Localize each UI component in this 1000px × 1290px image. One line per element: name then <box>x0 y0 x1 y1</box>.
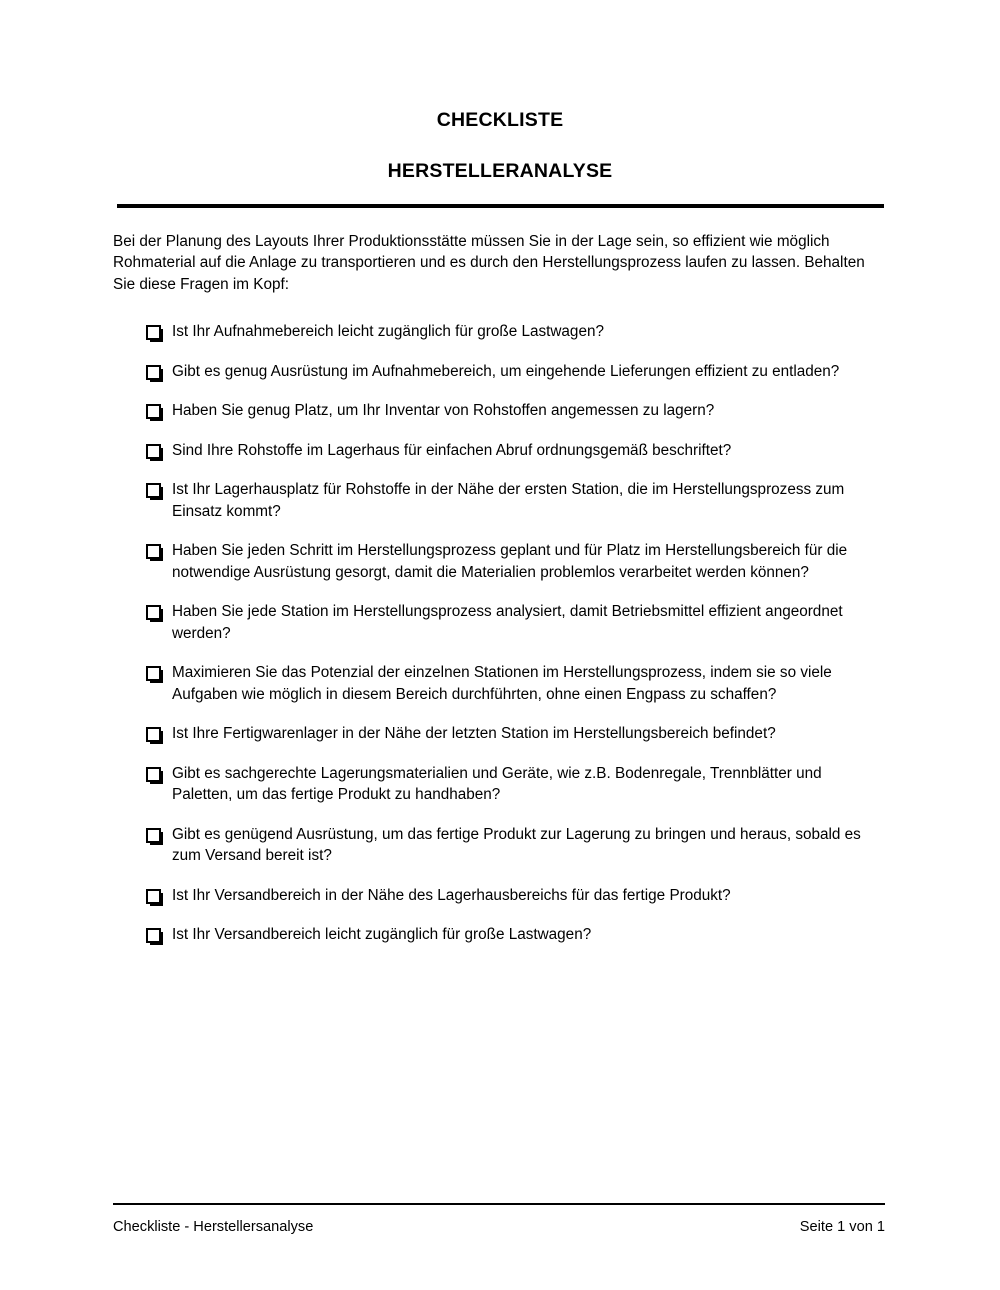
checkbox-box <box>146 727 161 742</box>
checkbox-box <box>146 666 161 681</box>
checkbox-box <box>146 767 161 782</box>
footer-row <box>113 1218 885 1237</box>
checkbox-box <box>146 828 161 843</box>
checklist-item[interactable] <box>146 763 864 824</box>
document-footer <box>113 1203 885 1237</box>
checkbox-icon[interactable] <box>146 365 161 380</box>
checkbox-box <box>146 325 161 340</box>
document-header <box>0 0 1000 208</box>
checklist-item[interactable] <box>146 400 864 440</box>
checklist-item[interactable] <box>146 885 864 925</box>
checklist-item-label: Gibt es genügend Ausrüstung, um das fertige Produkt zur Lagerung zu bringen und heraus, sobald es zum Versand bereit ist? <box>172 825 861 865</box>
checkbox-box <box>146 444 161 459</box>
checklist-item-label: Sind Ihre Rohstoffe im Lagerhaus für einfachen Abruf ordnungsgemäß beschriftet? <box>172 441 732 459</box>
checkbox-box <box>146 889 161 904</box>
checklist-item-label: Maximieren Sie das Potenzial der einzelnen Stationen im Herstellungsprozess, indem sie so viele Aufgaben wie möglich in diesem Bereich durchführten, ohne einen Engpass zu schaffen? <box>172 664 832 703</box>
checklist-item-label: Ist Ihr Aufnahmebereich leicht zugänglich für große Lastwagen? <box>172 323 604 341</box>
checkbox-icon[interactable] <box>146 928 161 943</box>
header-divider <box>117 204 884 208</box>
page-subtitle: HERSTELLERANALYSE <box>387 160 613 183</box>
checkbox-icon[interactable] <box>146 828 161 843</box>
checklist-item[interactable] <box>146 440 864 480</box>
checkbox-box <box>146 404 161 419</box>
checklist-item[interactable] <box>146 924 864 946</box>
checklist-item[interactable] <box>146 540 864 601</box>
checklist-item-label: Haben Sie genug Platz, um Ihr Inventar von Rohstoffen angemessen zu lagern? <box>172 402 715 420</box>
checkbox-icon[interactable] <box>146 483 161 498</box>
checklist-item-label: Ist Ihr Lagerhausplatz für Rohstoffe in der Nähe der ersten Station, die im Herstellungsprozess zum Einsatz kommt? <box>172 481 845 520</box>
checklist-item-label: Haben Sie jeden Schritt im Herstellungsprozess geplant und für Platz im Herstellungsbereich für die notwendige Ausrüstung gesorgt, damit die Materialien problemlos verarbeitet werden können? <box>172 542 848 581</box>
checkbox-icon[interactable] <box>146 767 161 782</box>
checkbox-icon[interactable] <box>146 325 161 340</box>
checkbox-icon[interactable] <box>146 404 161 419</box>
footer-divider <box>113 1203 885 1205</box>
footer-page-number: Seite 1 von 1 <box>799 1219 885 1235</box>
checklist-item-label: Ist Ihr Versandbereich leicht zugänglich für große Lastwagen? <box>172 926 592 944</box>
checklist-item[interactable] <box>146 662 864 723</box>
page-title: CHECKLISTE <box>436 109 564 131</box>
checkbox-box <box>146 544 161 559</box>
checklist-item[interactable] <box>146 321 864 361</box>
checklist-item-label: Ist Ihre Fertigwarenlager in der Nähe der letzten Station im Herstellungsbereich befindet? <box>172 725 776 743</box>
footer-document-name: Checkliste - Herstellersanalyse <box>113 1219 314 1235</box>
checklist-item-label: Gibt es sachgerechte Lagerungsmaterialien und Geräte, wie z.B. Bodenregale, Trennblätter und Paletten, um das fertige Produkt zu handhaben? <box>172 764 822 804</box>
checkbox-icon[interactable] <box>146 544 161 559</box>
checklist-item[interactable] <box>146 601 864 662</box>
checklist-item[interactable] <box>146 361 864 401</box>
checkbox-box <box>146 605 161 620</box>
checklist-item[interactable] <box>146 723 864 763</box>
checkbox-icon[interactable] <box>146 444 161 459</box>
checkbox-icon[interactable] <box>146 605 161 620</box>
checklist <box>0 321 1000 946</box>
checkbox-icon[interactable] <box>146 727 161 742</box>
checklist-item-label: Gibt es genug Ausrüstung im Aufnahmebereich, um eingehende Lieferungen effizient zu entladen? <box>172 362 840 380</box>
checkbox-box <box>146 928 161 943</box>
checklist-item[interactable] <box>146 479 864 540</box>
checkbox-icon[interactable] <box>146 666 161 681</box>
intro-paragraph: Bei der Planung des Layouts Ihrer Produktionsstätte müssen Sie in der Lage sein, so effizient wie möglich Rohmaterial auf die Anlage zu transportieren und es durch den Herstellungsprozess laufen zu lassen. Behalten Sie diese Fragen im Kopf: <box>113 232 865 293</box>
checkbox-box <box>146 483 161 498</box>
checkbox-icon[interactable] <box>146 889 161 904</box>
checklist-item-label: Ist Ihr Versandbereich in der Nähe des Lagerhausbereichs für das fertige Produkt? <box>172 886 731 904</box>
checkbox-box <box>146 365 161 380</box>
checklist-item[interactable] <box>146 824 864 885</box>
checklist-item-label: Haben Sie jede Station im Herstellungsprozess analysiert, damit Betriebsmittel effizient angeordnet werden? <box>172 603 843 642</box>
